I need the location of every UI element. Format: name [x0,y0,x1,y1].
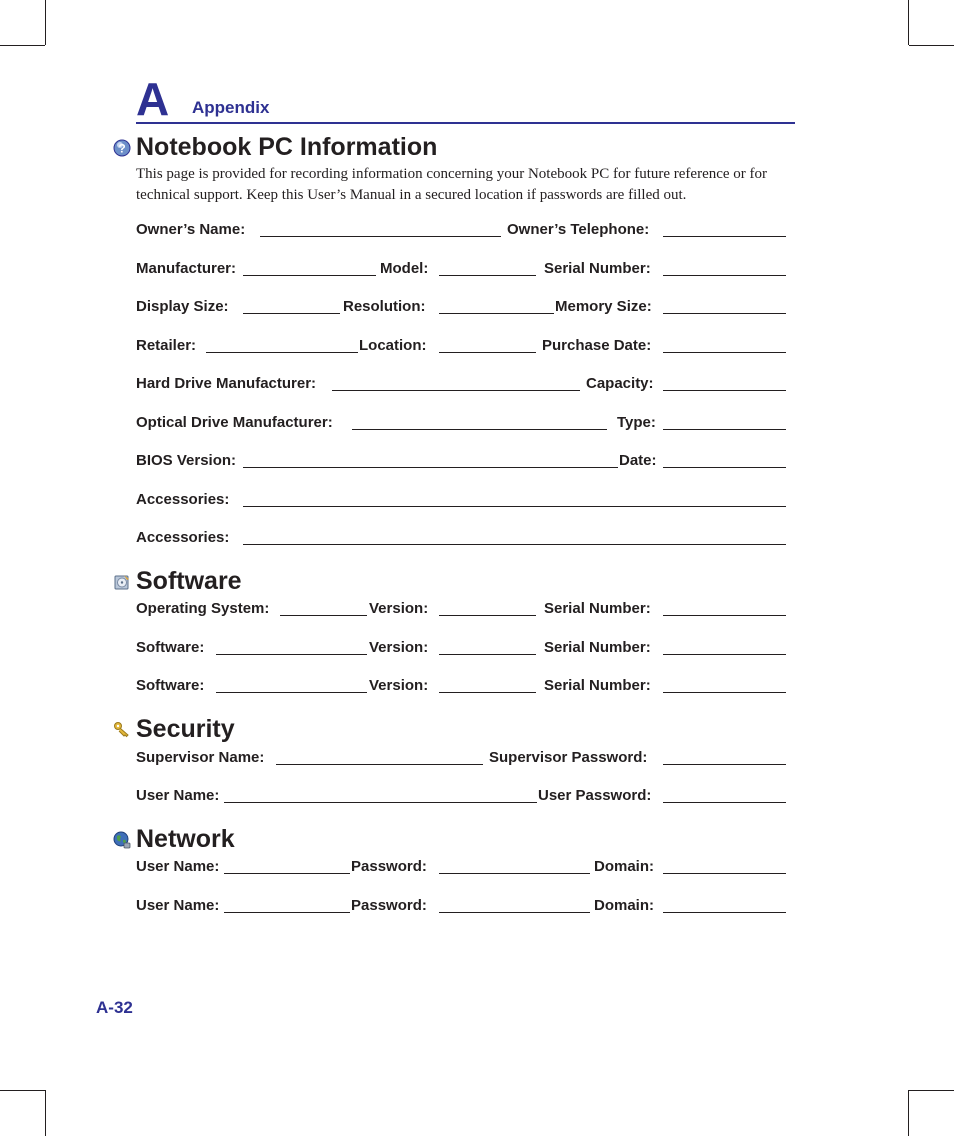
form-row-retailer [136,337,796,355]
crop-mark [909,45,954,46]
network-password-label: Password: [351,897,427,914]
memory-size-field[interactable] [663,313,786,314]
display-size-label: Display Size: [136,298,229,315]
software-version-field[interactable] [439,692,536,693]
globe-icon [113,831,131,849]
section-title-network: Network [136,825,235,853]
page-number: A-32 [96,998,133,1017]
date-label: Date: [619,452,657,469]
form-row-accessories-1 [136,491,796,509]
domain-label: Domain: [594,858,654,875]
bios-version-field[interactable] [243,467,618,468]
odd-manufacturer-field[interactable] [352,429,607,430]
user-name-label: User Name: [136,787,220,804]
model-field[interactable] [439,275,536,276]
software-icon [113,573,131,591]
section-title-notebook: Notebook PC Information [136,133,438,161]
chapter-title: Appendix [192,98,270,117]
resolution-label: Resolution: [343,298,426,315]
serial-field[interactable] [663,275,786,276]
software-label: Software: [136,639,205,656]
crop-mark [908,0,909,45]
domain-label: Domain: [594,897,654,914]
type-field[interactable] [663,429,786,430]
crop-mark [45,1090,46,1136]
memory-size-label: Memory Size: [555,298,652,315]
crop-mark [0,1090,45,1091]
display-size-field[interactable] [243,313,340,314]
form-row-os [136,600,796,618]
location-label: Location: [359,337,427,354]
form-row-hdd [136,375,796,393]
software-label: Software: [136,677,205,694]
manufacturer-field[interactable] [243,275,376,276]
crop-mark [45,0,46,45]
software-field[interactable] [216,654,367,655]
location-field[interactable] [439,352,536,353]
retailer-label: Retailer: [136,337,197,354]
odd-manufacturer-label: Optical Drive Manufacturer: [136,414,333,431]
accessories-field[interactable] [243,544,786,545]
date-field[interactable] [663,467,786,468]
user-password-label: User Password: [538,787,652,804]
form-row-accessories-2 [136,529,796,547]
owner-phone-label: Owner’s Telephone: [507,221,650,238]
purchase-date-field[interactable] [663,352,786,353]
os-field[interactable] [280,615,367,616]
domain-field[interactable] [663,873,786,874]
form-row-owner [136,221,796,239]
crop-mark [909,1090,954,1091]
software-serial-field[interactable] [663,654,786,655]
serial-label: Serial Number: [544,677,651,694]
network-password-label: Password: [351,858,427,875]
network-password-field[interactable] [439,873,590,874]
resolution-field[interactable] [439,313,554,314]
intro-paragraph: This page is provided for recording information concerning your Notebook PC for future reference or for technical support. Keep this User’s Manual in a secured location if passwords are filled out. [136,166,768,203]
form-row-software-1 [136,639,796,657]
owner-name-field[interactable] [260,236,501,237]
retailer-field[interactable] [206,352,358,353]
supervisor-name-field[interactable] [276,764,483,765]
bios-version-label: BIOS Version: [136,452,237,469]
form-row-network-1 [136,858,796,876]
serial-label: Serial Number: [544,600,651,617]
form-row-supervisor [136,749,796,767]
accessories-label: Accessories: [136,529,230,546]
software-serial-field[interactable] [663,692,786,693]
manufacturer-label: Manufacturer: [136,260,237,277]
form-row-user [136,787,796,805]
svg-text:?: ? [118,141,126,156]
owner-phone-field[interactable] [663,236,786,237]
form-row-bios [136,452,796,470]
network-password-field[interactable] [439,912,590,913]
network-user-name-field[interactable] [224,873,350,874]
type-label: Type: [617,414,656,431]
chapter-header [136,73,795,125]
serial-label: Serial Number: [544,260,651,277]
crop-mark [908,1090,909,1136]
user-password-field[interactable] [663,802,786,803]
capacity-label: Capacity: [586,375,654,392]
network-user-name-label: User Name: [136,858,220,875]
domain-field[interactable] [663,912,786,913]
serial-label: Serial Number: [544,639,651,656]
owner-name-label: Owner’s Name: [136,221,246,238]
form-row-network-2 [136,897,796,915]
user-name-field[interactable] [224,802,537,803]
version-label: Version: [369,677,429,694]
hdd-manufacturer-label: Hard Drive Manufacturer: [136,375,317,392]
crop-mark [0,45,45,46]
software-field[interactable] [216,692,367,693]
chapter-letter: A [136,73,170,125]
purchase-date-label: Purchase Date: [542,337,652,354]
supervisor-password-field[interactable] [663,764,786,765]
supervisor-name-label: Supervisor Name: [136,749,265,766]
form-row-manufacturer [136,260,796,278]
form-row-odd [136,414,796,432]
os-version-field[interactable] [439,615,536,616]
section-title-software: Software [136,567,242,595]
accessories-label: Accessories: [136,491,230,508]
version-label: Version: [369,639,429,656]
version-label: Version: [369,600,429,617]
hdd-manufacturer-field[interactable] [332,390,580,391]
help-icon [113,139,131,157]
network-user-name-field[interactable] [224,912,350,913]
form-row-display [136,298,796,316]
accessories-field[interactable] [243,506,786,507]
section-title-security: Security [136,715,235,743]
software-version-field[interactable] [439,654,536,655]
keys-icon [113,721,131,739]
network-user-name-label: User Name: [136,897,220,914]
os-serial-field[interactable] [663,615,786,616]
model-label: Model: [380,260,429,277]
os-label: Operating System: [136,600,270,617]
supervisor-password-label: Supervisor Password: [489,749,648,766]
capacity-field[interactable] [663,390,786,391]
form-row-software-2 [136,677,796,695]
